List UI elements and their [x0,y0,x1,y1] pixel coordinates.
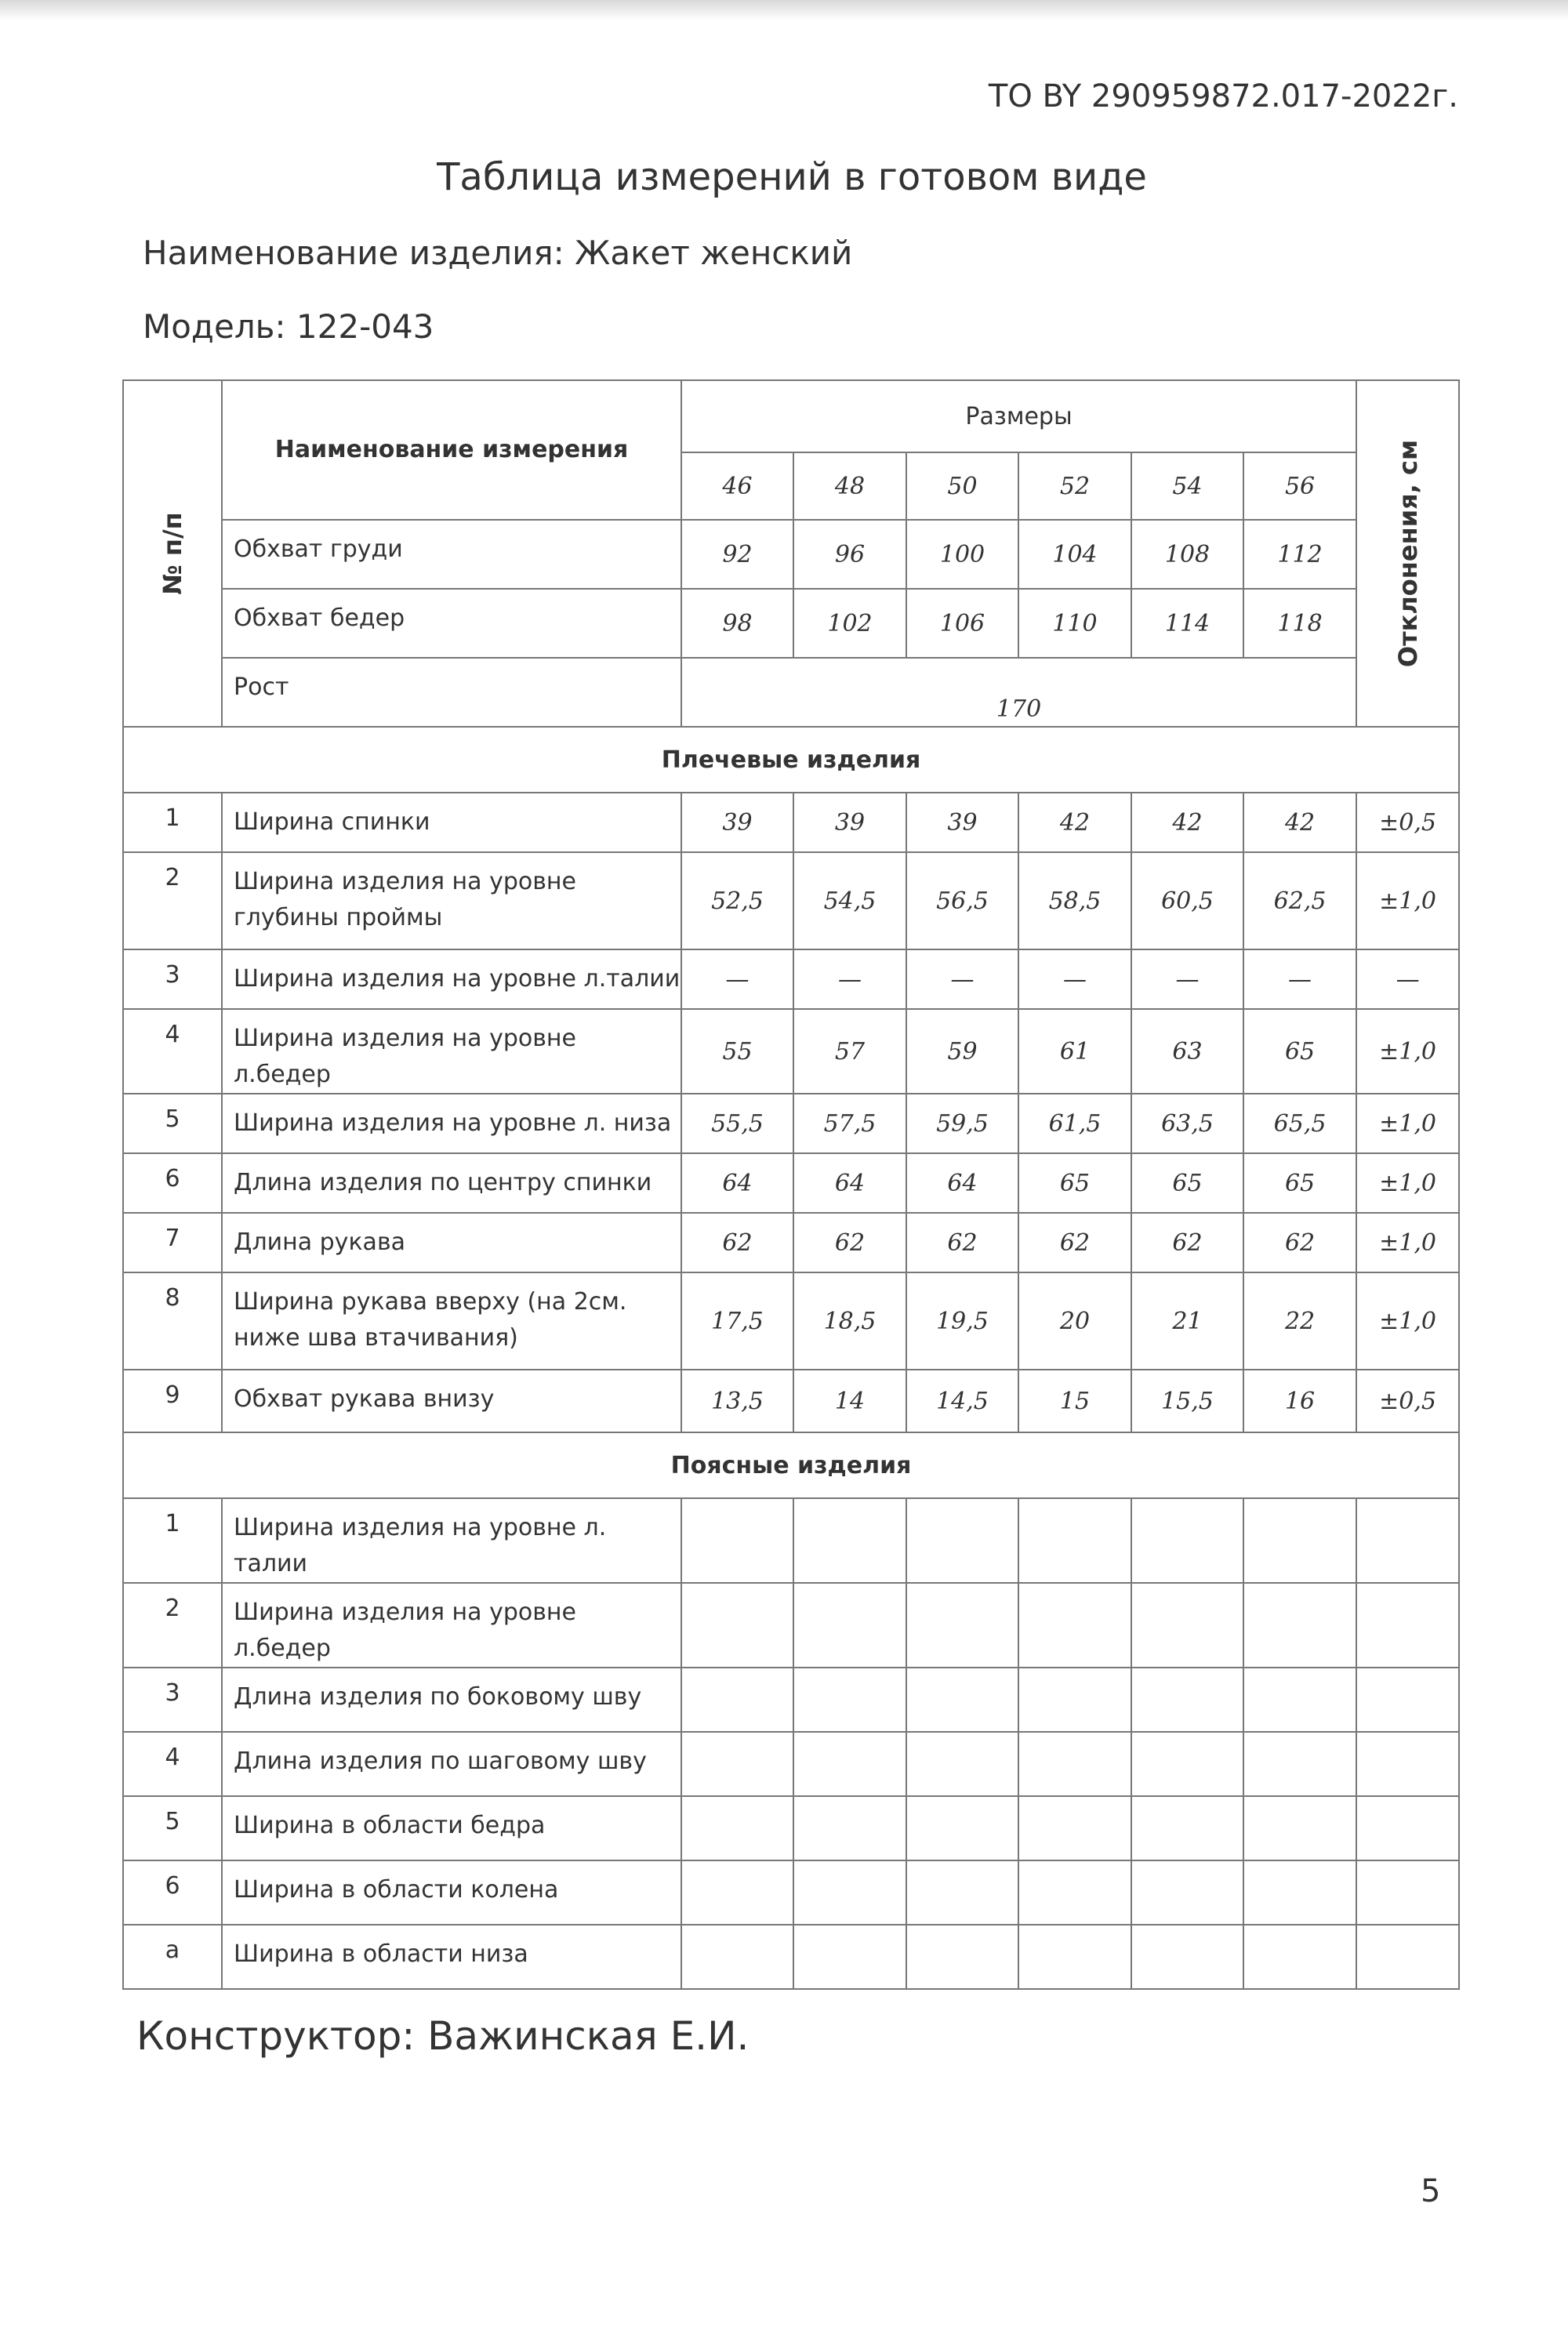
row-number: 1 [123,1498,222,1583]
empty-value-cell [793,1732,906,1796]
value-cell: 55,5 [681,1094,793,1153]
value-cell: 62 [793,1213,906,1272]
row-number: 7 [123,1213,222,1272]
num-col-header: № п/п [123,380,222,727]
model-line: Модель: 122-043 [143,307,434,346]
value-cell: 39 [681,793,793,852]
measurement-name: Ширина изделия на уровне глубины проймы [222,852,681,949]
empty-value-cell [1243,1583,1356,1668]
deviation-cell: ±1,0 [1356,1272,1459,1370]
value-cell: 64 [793,1153,906,1213]
table-row [123,1153,1459,1213]
value-cell: 62 [1018,1213,1131,1272]
empty-value-cell [793,1925,906,1989]
table-row [123,852,1459,949]
row-number: 4 [123,1009,222,1094]
empty-value-cell [681,1925,793,1989]
measurement-name: Обхват груди [222,520,681,589]
value-cell: — [1018,949,1131,1009]
empty-value-cell [1018,1583,1131,1668]
empty-value-cell [1131,1583,1243,1668]
value-cell: 64 [681,1153,793,1213]
value-cell: — [1131,949,1243,1009]
empty-value-cell [1243,1925,1356,1989]
value-cell: 61,5 [1018,1094,1131,1153]
value-cell: 52,5 [681,852,793,949]
deviation-cell: ±1,0 [1356,1009,1459,1094]
size-cell: 50 [906,452,1018,520]
shoulder-section-title: Плечевые изделия [123,727,1459,793]
value-cell: 92 [681,520,793,589]
row-number: 5 [123,1094,222,1153]
sizes-col-header: Размеры [681,380,1356,452]
empty-value-cell [1356,1668,1459,1732]
measurement-name: Длина изделия по боковому шву [222,1668,681,1732]
row-number: 5 [123,1796,222,1860]
value-cell: 62 [681,1213,793,1272]
row-number: 3 [123,1668,222,1732]
value-cell: 55 [681,1009,793,1094]
empty-value-cell [1243,1732,1356,1796]
value-cell: 19,5 [906,1272,1018,1370]
table-row [123,1732,1459,1796]
empty-value-cell [1131,1925,1243,1989]
row-number: 9 [123,1370,222,1432]
empty-value-cell [793,1583,906,1668]
deviation-col-header: Отклонения, см [1356,380,1459,727]
measurement-name: Длина рукава [222,1213,681,1272]
value-cell: 54,5 [793,852,906,949]
value-cell: 16 [1243,1370,1356,1432]
value-cell: 15,5 [1131,1370,1243,1432]
document-code: ТО BY 290959872.017-2022г. [988,78,1458,114]
measurement-name: Ширина в области бедра [222,1796,681,1860]
value-cell: 62 [1243,1213,1356,1272]
table-row [123,793,1459,852]
value-cell: 42 [1243,793,1356,852]
table-row [123,1498,1459,1583]
value-cell: 57,5 [793,1094,906,1153]
value-cell: 110 [1018,589,1131,658]
empty-value-cell [681,1498,793,1583]
empty-value-cell [1131,1860,1243,1925]
measurement-name: Длина изделия по центру спинки [222,1153,681,1213]
product-name-line: Наименование изделия: Жакет женский [143,234,853,272]
measurement-name: Ширина в области низа [222,1925,681,1989]
empty-value-cell [1018,1925,1131,1989]
value-cell: 118 [1243,589,1356,658]
row-number: 2 [123,852,222,949]
empty-value-cell [906,1583,1018,1668]
deviation-cell: ±1,0 [1356,1094,1459,1153]
row-number: 8 [123,1272,222,1370]
empty-value-cell [1131,1796,1243,1860]
empty-value-cell [1356,1498,1459,1583]
value-cell: 42 [1018,793,1131,852]
table-row [123,1094,1459,1153]
table-row [123,1860,1459,1925]
shoulder-section-header-row [123,727,1459,793]
empty-value-cell [681,1732,793,1796]
value-cell: 21 [1131,1272,1243,1370]
empty-value-cell [1018,1498,1131,1583]
value-cell: 56,5 [906,852,1018,949]
empty-value-cell [906,1732,1018,1796]
table-row [123,1583,1459,1668]
empty-value-cell [1243,1796,1356,1860]
empty-value-cell [1018,1732,1131,1796]
empty-value-cell [1356,1583,1459,1668]
table-row [123,1370,1459,1432]
measurement-table [122,379,1460,1990]
base-row-hips [123,589,1459,658]
empty-value-cell [1243,1860,1356,1925]
value-cell: 14,5 [906,1370,1018,1432]
measurement-name: Ширина изделия на уровне л. низа [222,1094,681,1153]
empty-value-cell [793,1498,906,1583]
empty-value-cell [681,1860,793,1925]
empty-value-cell [1131,1498,1243,1583]
value-cell: 39 [793,793,906,852]
measurement-name: Ширина в области колена [222,1860,681,1925]
value-cell: 65 [1243,1009,1356,1094]
empty-value-cell [1356,1860,1459,1925]
value-cell: 14 [793,1370,906,1432]
value-cell: 104 [1018,520,1131,589]
deviation-cell: ±1,0 [1356,1153,1459,1213]
row-number: 3 [123,949,222,1009]
empty-value-cell [906,1498,1018,1583]
empty-value-cell [1243,1668,1356,1732]
value-cell: 42 [1131,793,1243,852]
measurement-name: Длина изделия по шаговому шву [222,1732,681,1796]
empty-value-cell [1018,1668,1131,1732]
value-cell: 57 [793,1009,906,1094]
value-cell: 62,5 [1243,852,1356,949]
value-cell: 64 [906,1153,1018,1213]
value-cell: 13,5 [681,1370,793,1432]
page-number: 5 [1421,2173,1441,2209]
empty-value-cell [906,1668,1018,1732]
empty-value-cell [1356,1732,1459,1796]
table-row [123,1272,1459,1370]
value-cell: 22 [1243,1272,1356,1370]
empty-value-cell [1131,1668,1243,1732]
empty-value-cell [906,1925,1018,1989]
table-row [123,949,1459,1009]
value-cell: 20 [1018,1272,1131,1370]
deviation-cell: ±0,5 [1356,793,1459,852]
value-cell: 106 [906,589,1018,658]
value-cell: 62 [906,1213,1018,1272]
empty-value-cell [681,1796,793,1860]
value-cell: 63 [1131,1009,1243,1094]
empty-value-cell [793,1668,906,1732]
size-cell: 56 [1243,452,1356,520]
value-cell: 59,5 [906,1094,1018,1153]
value-cell: 96 [793,520,906,589]
value-cell: — [1243,949,1356,1009]
row-number: 6 [123,1860,222,1925]
table-row [123,1925,1459,1989]
measurement-name: Обхват рукава внизу [222,1370,681,1432]
value-cell: 61 [1018,1009,1131,1094]
value-cell: 65 [1018,1153,1131,1213]
empty-value-cell [1018,1796,1131,1860]
deviation-cell: ±1,0 [1356,852,1459,949]
value-cell: 114 [1131,589,1243,658]
waist-section-header-row [123,1432,1459,1498]
measurement-name: Ширина изделия на уровне л.бедер [222,1583,681,1668]
row-number: a [123,1925,222,1989]
value-cell: 60,5 [1131,852,1243,949]
value-cell: 15 [1018,1370,1131,1432]
row-number: 4 [123,1732,222,1796]
empty-value-cell [1131,1732,1243,1796]
height-row [123,658,1459,727]
height-value: 170 [681,658,1356,727]
waist-section-title: Поясные изделия [123,1432,1459,1498]
value-cell: 62 [1131,1213,1243,1272]
size-cell: 48 [793,452,906,520]
scan-edge-shadow [0,0,1568,20]
table-row [123,1796,1459,1860]
value-cell: 65 [1243,1153,1356,1213]
value-cell: — [793,949,906,1009]
measurement-name: Ширина изделия на уровне л.бедер [222,1009,681,1094]
value-cell: 100 [906,520,1018,589]
value-cell: 63,5 [1131,1094,1243,1153]
table-row [123,1213,1459,1272]
empty-value-cell [1356,1796,1459,1860]
value-cell: 112 [1243,520,1356,589]
value-cell: 18,5 [793,1272,906,1370]
empty-value-cell [793,1860,906,1925]
row-number: 6 [123,1153,222,1213]
table-row [123,1668,1459,1732]
table-row [123,1009,1459,1094]
empty-value-cell [1243,1498,1356,1583]
value-cell: 65,5 [1243,1094,1356,1153]
empty-value-cell [681,1583,793,1668]
empty-value-cell [793,1796,906,1860]
designer-signature-line: Конструктор: Важинская Е.И. [136,2013,750,2059]
empty-value-cell [1018,1860,1131,1925]
deviation-cell: ±0,5 [1356,1370,1459,1432]
measurement-name: Ширина рукава вверху (на 2см. ниже шва втачивания) [222,1272,681,1370]
measurement-name: Ширина изделия на уровне л. талии [222,1498,681,1583]
page-title: Таблица измерений в готовом виде [437,155,1147,199]
name-col-header: Наименование измерения [222,380,681,520]
deviation-cell: — [1356,949,1459,1009]
empty-value-cell [906,1796,1018,1860]
measurement-name: Обхват бедер [222,589,681,658]
value-cell: 58,5 [1018,852,1131,949]
deviation-cell: ±1,0 [1356,1213,1459,1272]
measurement-name: Ширина спинки [222,793,681,852]
row-number: 2 [123,1583,222,1668]
value-cell: 102 [793,589,906,658]
row-number: 1 [123,793,222,852]
value-cell: 59 [906,1009,1018,1094]
size-cell: 54 [1131,452,1243,520]
base-row-chest [123,520,1459,589]
measurement-name: Рост [222,658,681,727]
empty-value-cell [906,1860,1018,1925]
value-cell: 98 [681,589,793,658]
value-cell: 108 [1131,520,1243,589]
value-cell: — [906,949,1018,1009]
value-cell: — [681,949,793,1009]
value-cell: 65 [1131,1153,1243,1213]
measurement-name: Ширина изделия на уровне л.талии [222,949,681,1009]
value-cell: 39 [906,793,1018,852]
value-cell: 17,5 [681,1272,793,1370]
size-cell: 46 [681,452,793,520]
empty-value-cell [681,1668,793,1732]
size-cell: 52 [1018,452,1131,520]
empty-value-cell [1356,1925,1459,1989]
